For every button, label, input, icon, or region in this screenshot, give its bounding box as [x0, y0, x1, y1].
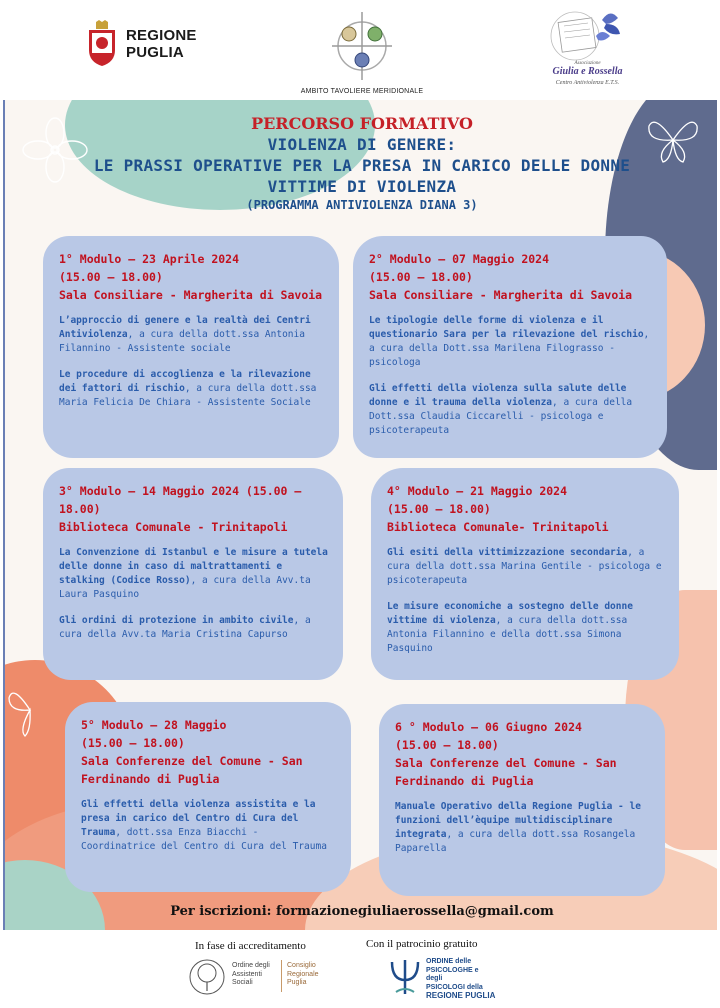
ambito-logo	[292, 10, 432, 95]
module-time: (15.00 – 18.00)	[59, 270, 163, 284]
accreditation-label: In fase di accreditamento	[195, 940, 306, 952]
module-time: (15.00 – 18.00)	[369, 270, 473, 284]
module-topic: Gli esiti della vittimizzazione secondaria, a cura della dott.ssa Marina Gentile - psicologa e psicoterapeuta	[387, 547, 662, 586]
oas-line-1: Ordine degli	[232, 962, 270, 969]
crp-line-2: Regionale	[287, 970, 319, 978]
association-name: Giulia e Rossella	[552, 66, 623, 77]
regione-puglia-shield-icon	[86, 20, 118, 68]
registration-email[interactable]: Per iscrizioni: formazionegiuliaerossella@gmail.com	[170, 904, 554, 919]
oas-line-3: Sociali	[232, 979, 253, 986]
module-card-3	[43, 468, 343, 680]
psi-emblem-icon	[386, 956, 424, 998]
module-time: (15.00 – 18.00)	[387, 502, 491, 516]
module-location: Sala Consiliare - Margherita di Savoia	[369, 288, 633, 302]
puglia-label: PUGLIA	[126, 44, 184, 61]
giulia-rossella-logo	[540, 6, 635, 94]
oas-line-2: Assistenti	[232, 970, 262, 978]
module-topic: La Convenzione di Istanbul e le misure a tutela delle donne in caso di maltrattamenti e stalking (Codice Rosso), a cura della Avv.ta Laura Pasquino	[59, 547, 328, 600]
module-heading: 5° Modulo – 28 Maggio	[81, 718, 227, 732]
ops-line-3: PSICOLOGI della	[426, 983, 483, 991]
title-line-2: LE PRASSI OPERATIVE PER LA PRESA IN CARICO DELLE DONNE	[93, 156, 631, 175]
tree-emblem-icon	[188, 958, 226, 996]
psychologists-logo	[386, 954, 496, 1002]
header	[0, 0, 720, 100]
module-topic: Le procedure di accoglienza e la rilevazione dei fattori di rischio, a cura della dott.ssa Maria Felicia De Chiara - Assistente Sociale	[59, 369, 317, 408]
association-pre-label: Associazione	[574, 61, 601, 66]
module-location: Sala Conferenze del Comune - San Ferdinando di Puglia	[395, 756, 617, 788]
poster	[3, 100, 717, 930]
module-location: Biblioteca Comunale- Trinitapoli	[387, 520, 609, 534]
module-topic: Le misure economiche a sostegno delle donne vittime di violenza, a cura della dott.ssa Antonia Filannino e della dott.ssa Simona Pasquino	[387, 601, 633, 654]
association-subtitle: Centro Antiviolenza E.T.S.	[555, 80, 620, 86]
butterfly-letter-icon	[540, 6, 635, 62]
module-topic: Manuale Operativo della Regione Puglia - le funzioni dell’èquipe multidisciplinare integrata, a cura della dott.ssa Rosangela Paparella	[395, 801, 641, 854]
module-time: (15.00 – 18.00)	[395, 738, 499, 752]
module-location: Sala Conferenze del Comune - San Ferdinando di Puglia	[81, 754, 303, 786]
module-heading: 2° Modulo – 07 Maggio 2024	[369, 252, 550, 266]
module-card-4	[371, 468, 679, 680]
module-topic: Le tipologie delle forme di violenza e il questionario Sara per la rilevazione del rischio, a cura della Dott.ssa Marilena Filograsso - psicologa	[369, 315, 650, 368]
module-card-6	[379, 704, 665, 896]
crp-line-1: Consiglio	[287, 962, 316, 969]
module-card-2	[353, 236, 667, 458]
module-card-5	[65, 702, 351, 892]
course-kicker: PERCORSO FORMATIVO	[251, 114, 473, 133]
crp-line-3: Puglia	[287, 979, 307, 986]
patronage-label: Con il patrocinio gratuito	[366, 938, 478, 950]
title-line-4: (PROGRAMMA ANTIVIOLENZA DIANA 3)	[246, 198, 478, 212]
module-topic: L’approccio di genere e la realtà dei Centri Antiviolenza, a cura della dott.ssa Antonia Filannino - Assistente sociale	[59, 315, 311, 354]
module-heading: 1° Modulo – 23 Aprile 2024	[59, 252, 240, 266]
module-heading: 4° Modulo – 21 Maggio 2024	[387, 484, 568, 498]
module-topic: Gli effetti della violenza sulla salute delle donne e il trauma della violenza, a cura della Dott.ssa Claudia Ciccarelli - psicologa e psicoterapeuta	[369, 383, 633, 436]
ops-line-2: PSICOLOGHE e degli	[426, 966, 479, 982]
regione-puglia-logo	[86, 20, 197, 68]
title-block	[5, 114, 717, 214]
module-location: Sala Consiliare - Margherita di Savoia	[59, 288, 323, 302]
footer	[0, 930, 720, 1008]
regione-label: REGIONE	[126, 27, 197, 44]
module-heading: 6 ° Modulo – 06 Giugno 2024	[395, 720, 582, 734]
logo-divider	[281, 960, 282, 992]
ops-line-4: REGIONE PUGLIA	[426, 991, 496, 1000]
module-topic: Gli ordini di protezione in ambito civile, a cura della Avv.ta Maria Cristina Capurso	[59, 615, 311, 640]
ops-line-1: ORDINE delle	[426, 958, 472, 965]
module-location: Biblioteca Comunale - Trinitapoli	[59, 520, 288, 534]
module-card-1	[43, 236, 339, 458]
title-line-3: VITTIME DI VIOLENZA	[267, 177, 457, 196]
module-heading: 3° Modulo – 14 Maggio 2024 (15.00 – 18.00)	[59, 484, 302, 516]
ambito-emblem-icon	[322, 10, 402, 82]
title-line-1: VIOLENZA DI GENERE:	[267, 135, 457, 154]
butterfly-outline-left-icon	[5, 680, 55, 740]
social-workers-logo	[188, 956, 338, 1000]
ambito-caption: AMBITO TAVOLIERE MERIDIONALE	[300, 88, 424, 95]
module-time: (15.00 – 18.00)	[81, 736, 185, 750]
module-topic: Gli effetti della violenza assistita e la presa in carico del Centro di Cura del Trauma, dott.ssa Enza Biacchi - Coordinatrice del Centro di Cura del Trauma	[81, 799, 327, 852]
